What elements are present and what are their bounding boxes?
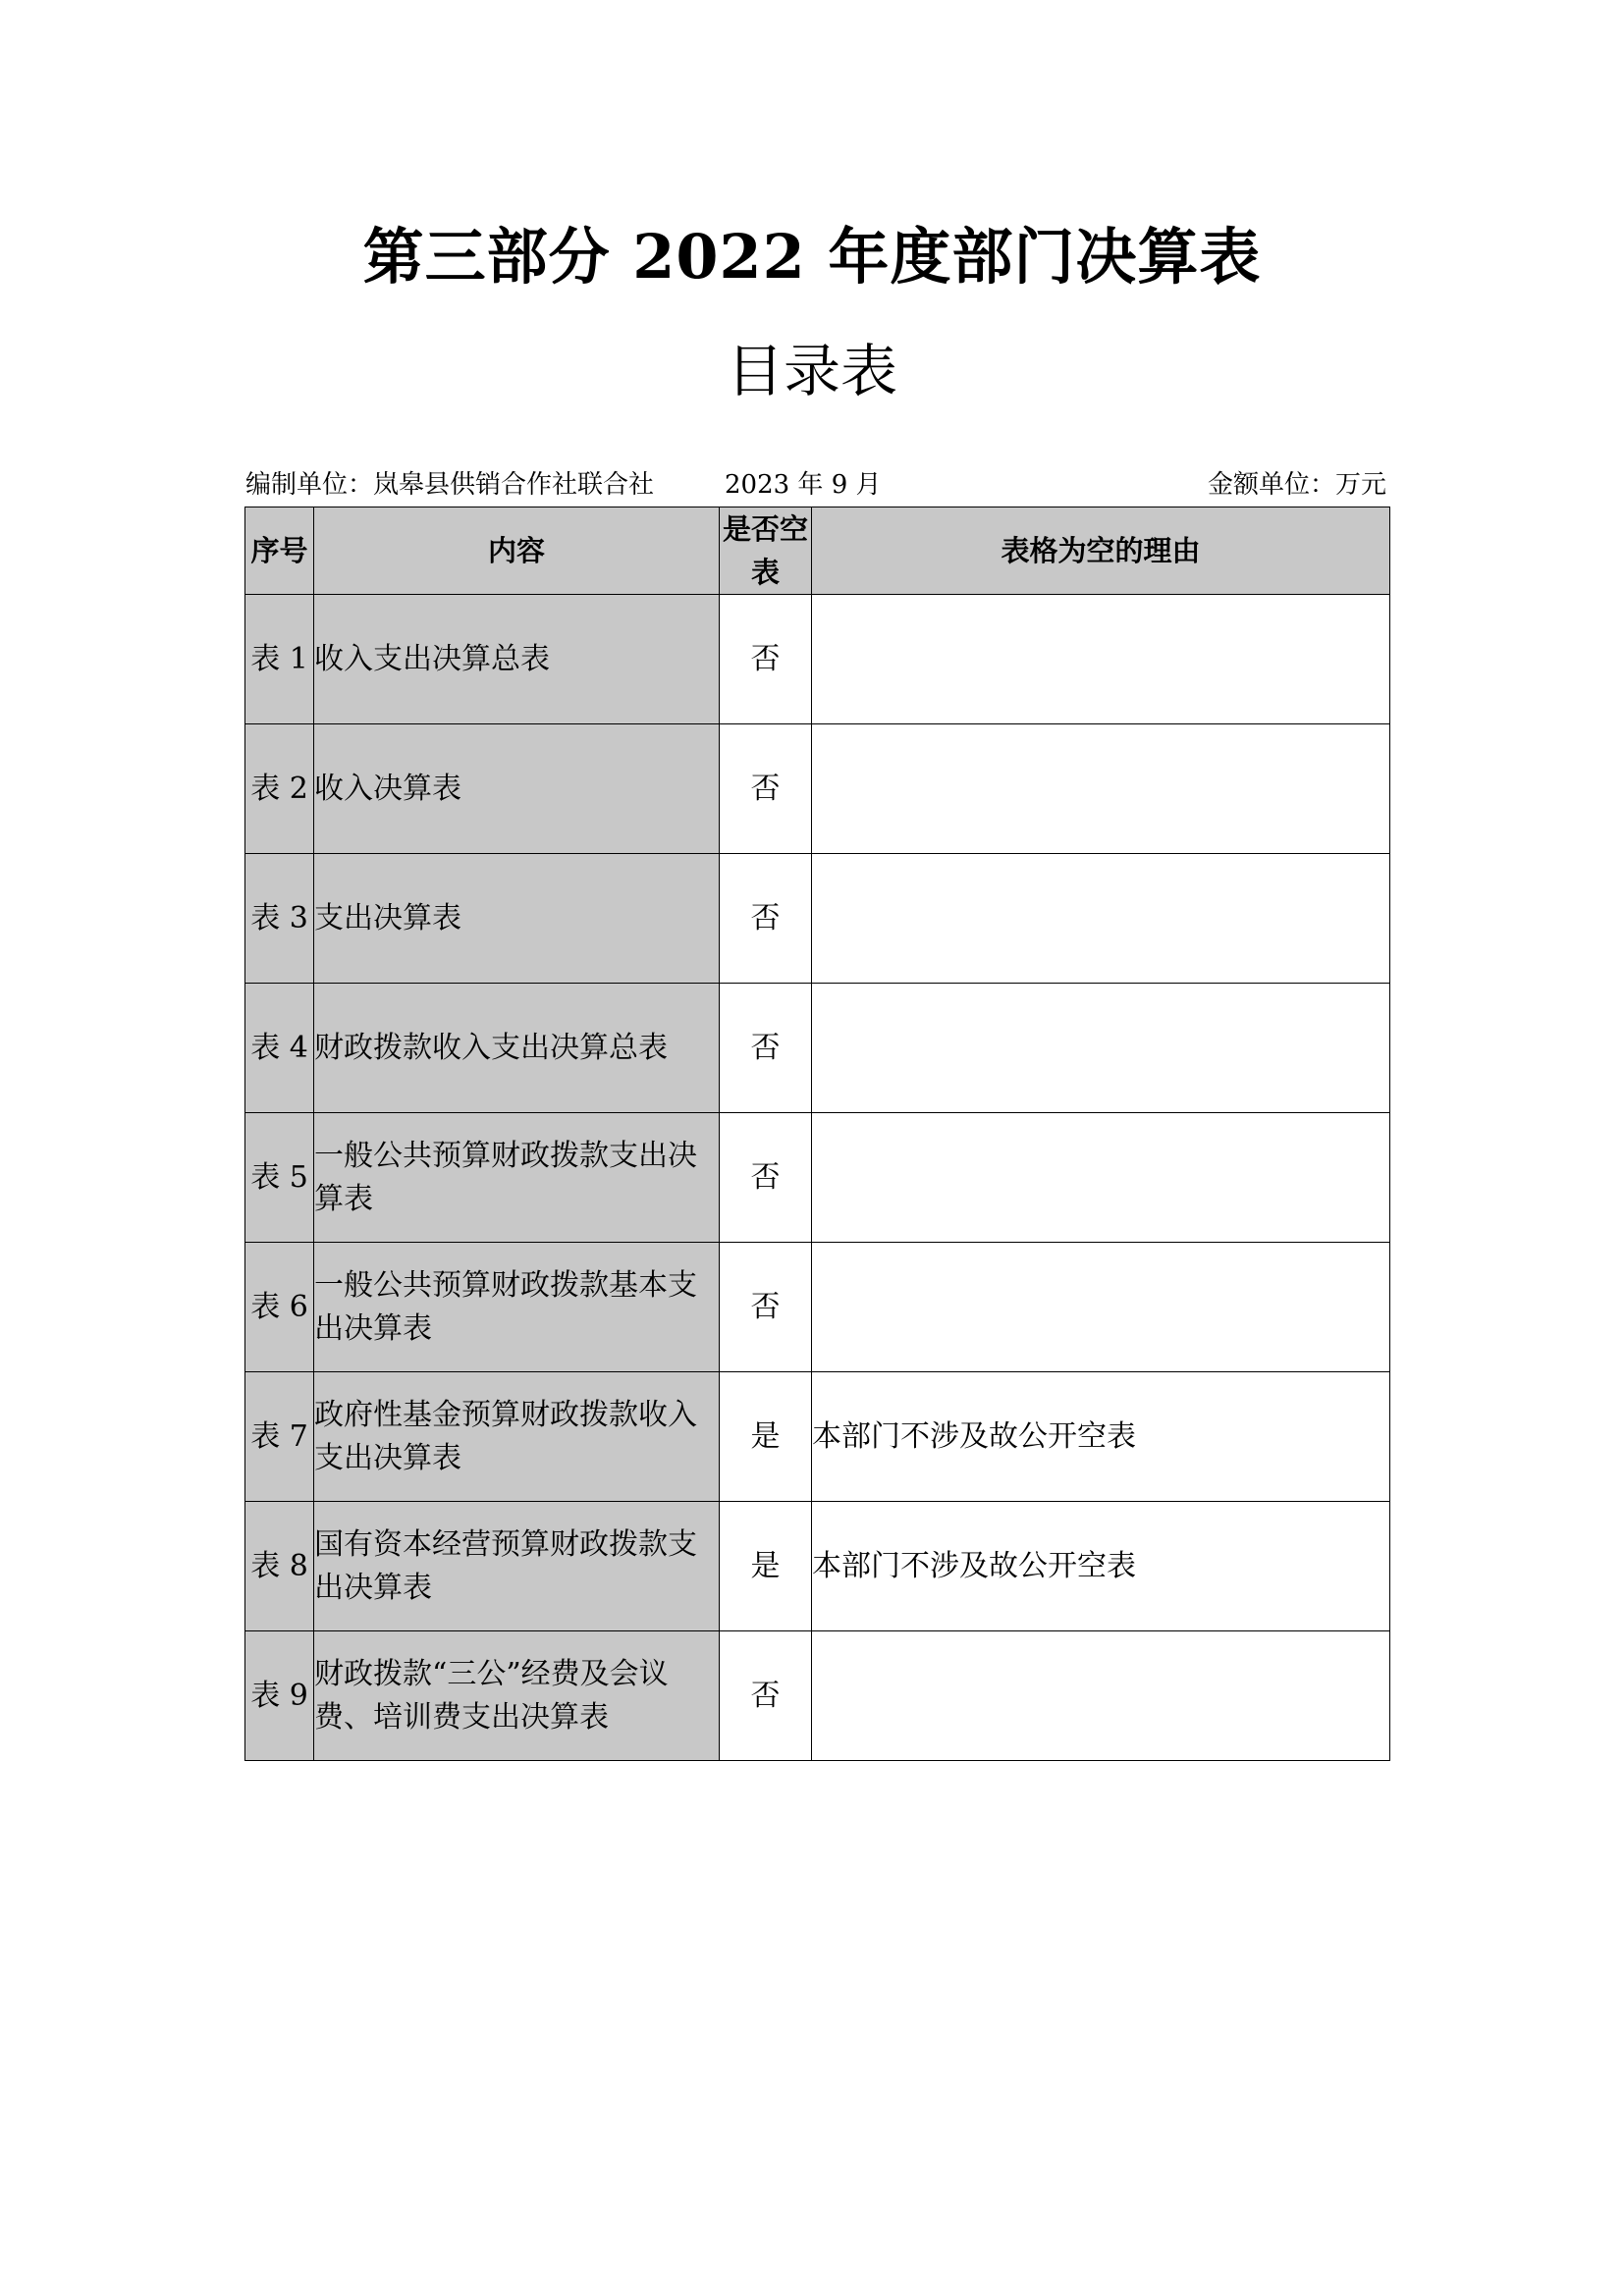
row-seq: 表 7 [245,1372,314,1502]
row-seq: 表 9 [245,1631,314,1761]
row-seq: 表 4 [245,984,314,1113]
row-seq: 表 3 [245,854,314,984]
row-empty: 是 [720,1372,812,1502]
row-reason [812,1243,1390,1372]
table-row [245,724,1390,854]
row-seq: 表 5 [245,1113,314,1243]
row-content: 财政拨款收入支出决算总表 [314,984,720,1113]
table-row [245,1502,1390,1631]
row-reason [812,984,1390,1113]
row-empty: 是 [720,1502,812,1631]
table-row [245,1243,1390,1372]
table-row [245,1631,1390,1761]
row-reason: 本部门不涉及故公开空表 [812,1372,1390,1502]
row-reason: 本部门不涉及故公开空表 [812,1502,1390,1631]
row-content: 收入决算表 [314,724,720,854]
compiling-unit: 编制单位：岚皋县供销合作社联合社 [245,470,655,500]
row-reason [812,595,1390,724]
header-content: 内容 [314,507,720,595]
row-content: 支出决算表 [314,854,720,984]
header-seq: 序号 [245,507,314,595]
row-empty: 否 [720,595,812,724]
row-reason [812,854,1390,984]
row-seq: 表 2 [245,724,314,854]
row-empty: 否 [720,984,812,1113]
row-content: 政府性基金预算财政拨款收入支出决算表 [314,1372,720,1502]
header-empty: 是否空表 [720,507,812,595]
table-meta [245,465,1384,505]
page-subtitle: 目录表 [726,338,897,404]
page-title: 第三部分 2022 年度部门决算表 [362,221,1262,293]
row-reason [812,1113,1390,1243]
row-seq: 表 1 [245,595,314,724]
row-reason [812,1631,1390,1761]
table-row [245,1372,1390,1502]
row-content: 一般公共预算财政拨款支出决算表 [314,1113,720,1243]
row-reason [812,724,1390,854]
row-empty: 否 [720,1113,812,1243]
row-empty: 否 [720,854,812,984]
row-content: 财政拨款“三公”经费及会议费、培训费支出决算表 [314,1631,720,1761]
row-content: 收入支出决算总表 [314,595,720,724]
row-content: 国有资本经营预算财政拨款支出决算表 [314,1502,720,1631]
row-seq: 表 6 [245,1243,314,1372]
row-empty: 否 [720,1243,812,1372]
row-content: 一般公共预算财政拨款基本支出决算表 [314,1243,720,1372]
table-row [245,1113,1390,1243]
catalog-table [244,507,1390,1761]
row-seq: 表 8 [245,1502,314,1631]
table-row [245,854,1390,984]
table-header-row [245,507,1390,595]
row-empty: 否 [720,724,812,854]
table-row [245,984,1390,1113]
header-reason: 表格为空的理由 [812,507,1390,595]
compile-date: 2023 年 9 月 [725,470,882,500]
table-row [245,595,1390,724]
row-empty: 否 [720,1631,812,1761]
money-unit: 金额单位：万元 [1207,470,1386,500]
